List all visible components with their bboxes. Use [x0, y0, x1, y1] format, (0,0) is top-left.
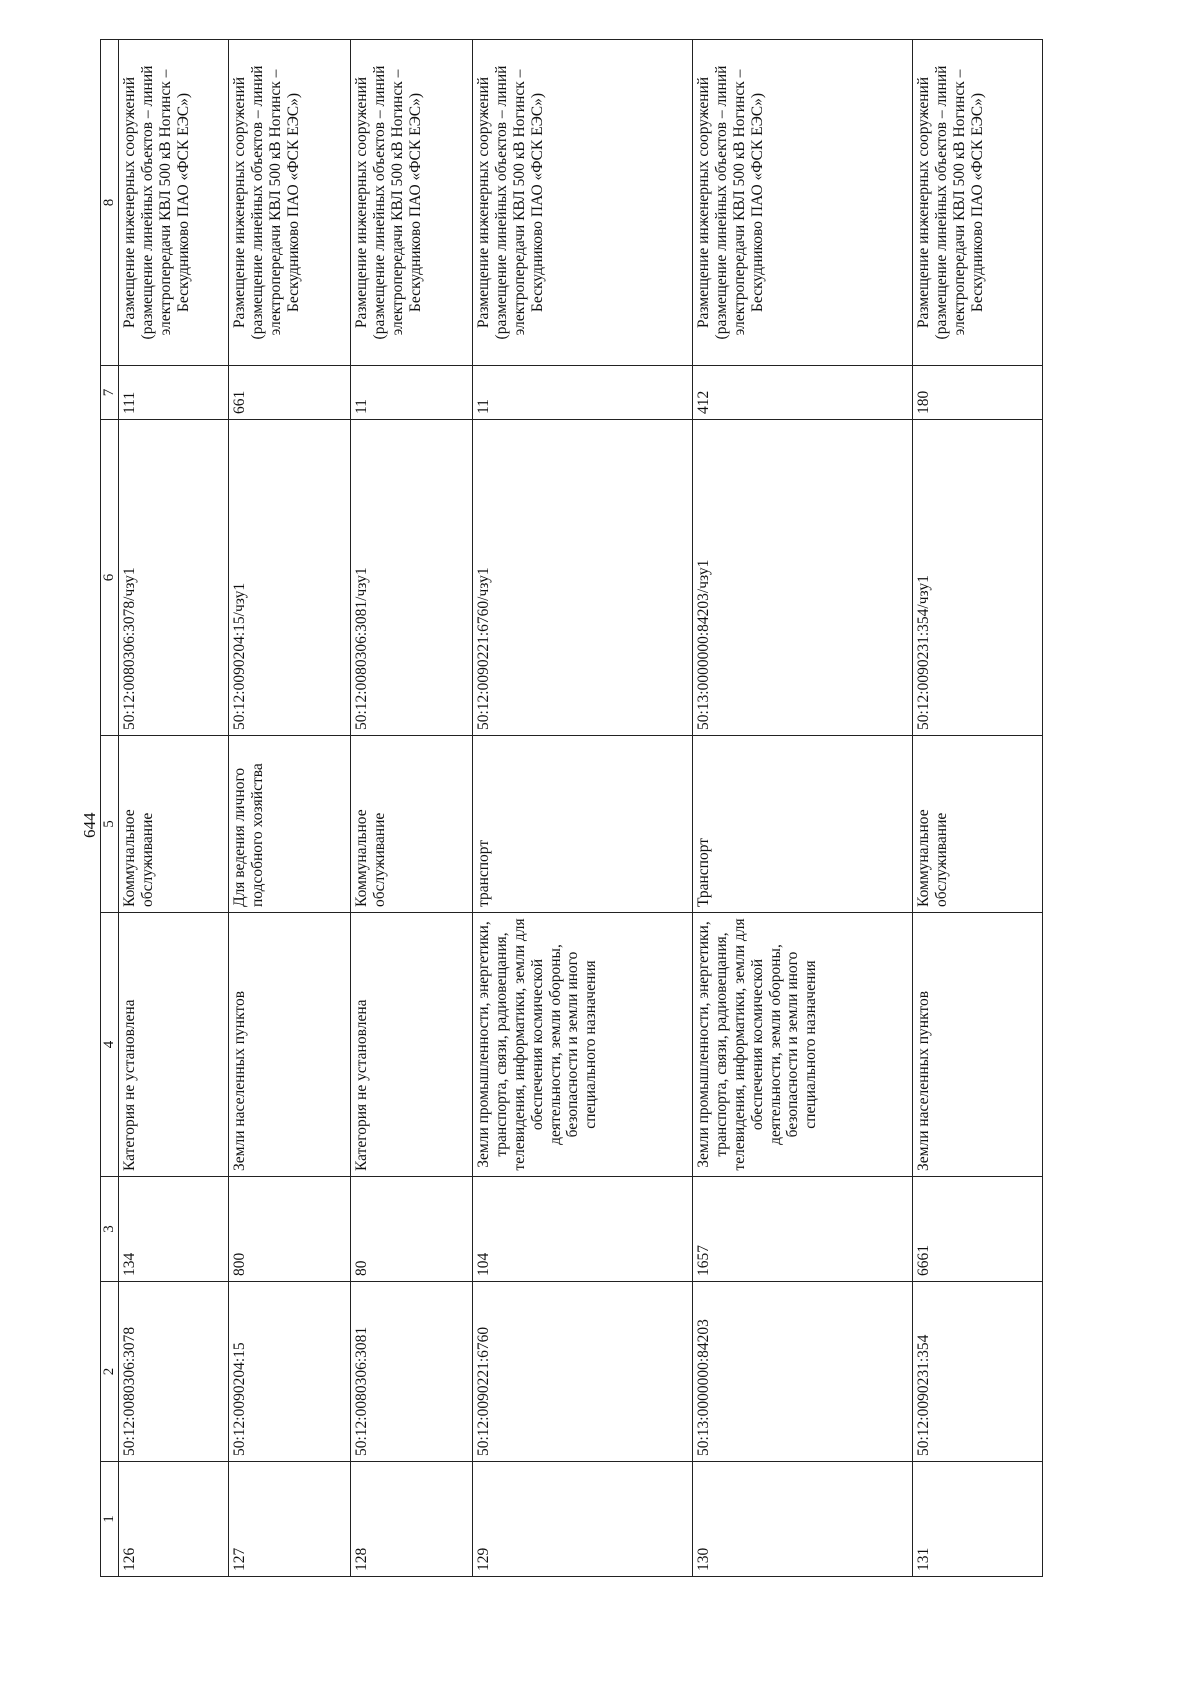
- purpose-cell: Размещение инженерных сооружений (размещение линейных объектов – линий электропередачи КВЛ 500 кВ Ногинск – Бескудниково ПАО «ФСК ЕЭС»): [229, 40, 351, 366]
- part-area-cell: 111: [119, 366, 229, 420]
- area-cell: 134: [119, 1177, 229, 1282]
- column-header: 7: [101, 366, 119, 420]
- permitted-use-cell: транспорт: [473, 736, 693, 913]
- part-area-cell: 180: [913, 366, 1043, 420]
- column-header: 5: [101, 736, 119, 913]
- column-header: 1: [101, 1462, 119, 1577]
- part-number-cell: 50:12:0090231:354/чзу1: [913, 420, 1043, 736]
- row-number-cell: 129: [473, 1462, 693, 1577]
- area-cell: 80: [351, 1177, 473, 1282]
- table-row: [229, 40, 351, 1577]
- header-row: [101, 40, 119, 1577]
- permitted-use-cell: Коммунальное обслуживание: [913, 736, 1043, 913]
- row-number-cell: 128: [351, 1462, 473, 1577]
- cadastral-number-cell: 50:12:0090231:354: [913, 1282, 1043, 1462]
- area-cell: 800: [229, 1177, 351, 1282]
- land-category-cell: Категория не установлена: [119, 913, 229, 1177]
- permitted-use-cell: Коммунальное обслуживание: [351, 736, 473, 913]
- cadastral-number-cell: 50:12:0090221:6760: [473, 1282, 693, 1462]
- area-cell: 104: [473, 1177, 693, 1282]
- table-row: [693, 40, 913, 1577]
- row-number-cell: 130: [693, 1462, 913, 1577]
- land-category-cell: Земли промышленности, энергетики, транспорта, связи, радиовещания, телевидения, информатики, земли для обеспечения космической деятельности, земли обороны, безопасности и земли иного специального назначения: [473, 913, 693, 1177]
- land-category-cell: Земли населенных пунктов: [913, 913, 1043, 1177]
- column-header: 2: [101, 1282, 119, 1462]
- part-number-cell: 50:12:0080306:3078/чзу1: [119, 420, 229, 736]
- part-area-cell: 11: [473, 366, 693, 420]
- cadastral-number-cell: 50:13:0000000:84203: [693, 1282, 913, 1462]
- area-cell: 1657: [693, 1177, 913, 1282]
- purpose-cell: Размещение инженерных сооружений (размещение линейных объектов – линий электропередачи КВЛ 500 кВ Ногинск – Бескудниково ПАО «ФСК ЕЭС»): [119, 40, 229, 366]
- column-header: 8: [101, 40, 119, 366]
- cadastral-number-cell: 50:12:0090204:15: [229, 1282, 351, 1462]
- purpose-cell: Размещение инженерных сооружений (размещение линейных объектов – линий электропередачи КВЛ 500 кВ Ногинск – Бескудниково ПАО «ФСК ЕЭС»): [351, 40, 473, 366]
- column-header: 6: [101, 420, 119, 736]
- purpose-cell: Размещение инженерных сооружений (размещение линейных объектов – линий электропередачи КВЛ 500 кВ Ногинск – Бескудниково ПАО «ФСК ЕЭС»): [473, 40, 693, 366]
- column-header: 3: [101, 1177, 119, 1282]
- cadastral-number-cell: 50:12:0080306:3078: [119, 1282, 229, 1462]
- row-number-cell: 127: [229, 1462, 351, 1577]
- page-number: 644: [80, 812, 99, 838]
- column-header: 4: [101, 913, 119, 1177]
- purpose-cell: Размещение инженерных сооружений (размещение линейных объектов – линий электропередачи КВЛ 500 кВ Ногинск – Бескудниково ПАО «ФСК ЕЭС»): [693, 40, 913, 366]
- land-plots-table: [100, 39, 1043, 1577]
- land-category-cell: Земли промышленности, энергетики, транспорта, связи, радиовещания, телевидения, информатики, земли для обеспечения космической деятельности, земли обороны, безопасности и земли иного специального назначения: [693, 913, 913, 1177]
- part-number-cell: 50:13:0000000:84203/чзу1: [693, 420, 913, 736]
- row-number-cell: 126: [119, 1462, 229, 1577]
- permitted-use-cell: Для ведения личного подсобного хозяйства: [229, 736, 351, 913]
- permitted-use-cell: Коммунальное обслуживание: [119, 736, 229, 913]
- part-number-cell: 50:12:0080306:3081/чзу1: [351, 420, 473, 736]
- part-number-cell: 50:12:0090221:6760/чзу1: [473, 420, 693, 736]
- part-area-cell: 661: [229, 366, 351, 420]
- table-row: [351, 40, 473, 1577]
- cadastral-number-cell: 50:12:0080306:3081: [351, 1282, 473, 1462]
- land-category-cell: Категория не установлена: [351, 913, 473, 1177]
- part-area-cell: 412: [693, 366, 913, 420]
- area-cell: 6661: [913, 1177, 1043, 1282]
- row-number-cell: 131: [913, 1462, 1043, 1577]
- table-row: [119, 40, 229, 1577]
- land-category-cell: Земли населенных пунктов: [229, 913, 351, 1177]
- rotated-table-wrapper: [100, 40, 1070, 1577]
- purpose-cell: Размещение инженерных сооружений (размещение линейных объектов – линий электропередачи КВЛ 500 кВ Ногинск – Бескудниково ПАО «ФСК ЕЭС»): [913, 40, 1043, 366]
- table-row: [473, 40, 693, 1577]
- table-row: [913, 40, 1043, 1577]
- part-number-cell: 50:12:0090204:15/чзу1: [229, 420, 351, 736]
- permitted-use-cell: Транспорт: [693, 736, 913, 913]
- part-area-cell: 11: [351, 366, 473, 420]
